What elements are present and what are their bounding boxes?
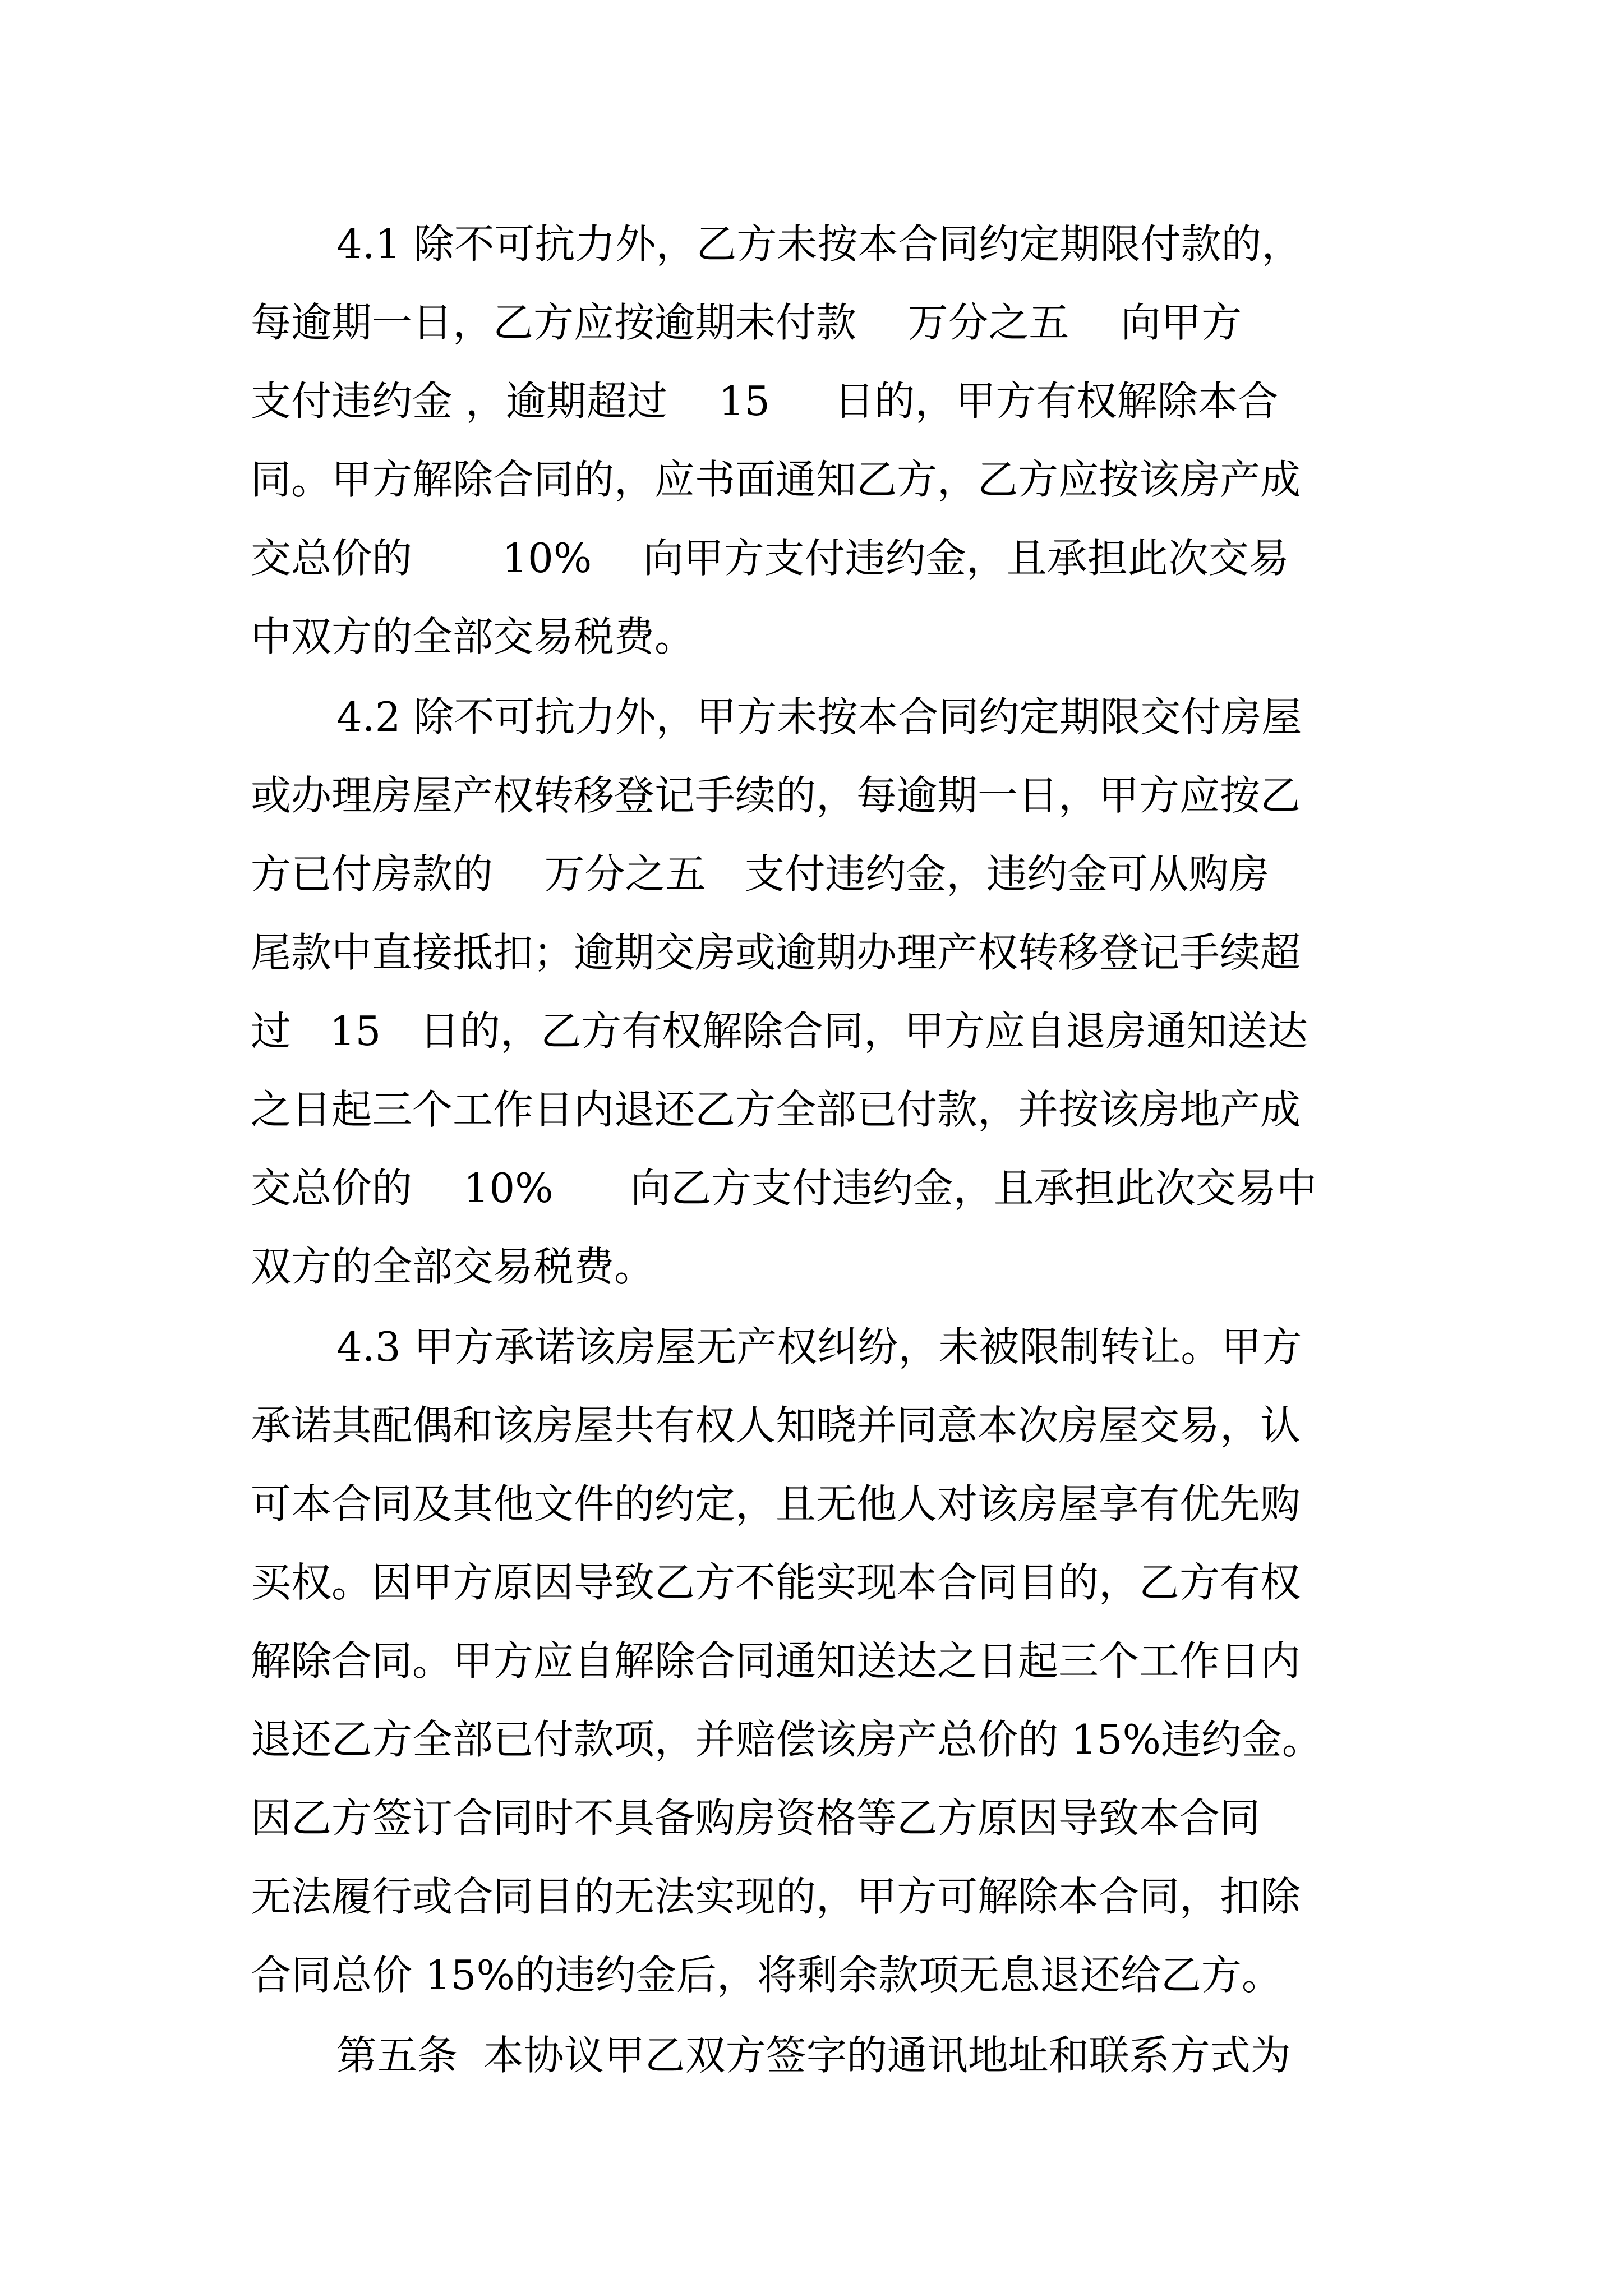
clause-4-2-line-6: 之日起三个工作日内退还乙方全部已付款，并按该房地产成 [251,1086,1301,1133]
clause-4-3-line-4: 买权。因甲方原因导致乙方不能实现本合同目的，乙方有权 [251,1559,1301,1606]
clause-4-2-line-3: 方已付房款的 万分之五 支付违约金，违约金可从购房 [251,850,1270,898]
clause-4-2-line-4: 尾款中直接抵扣；逾期交房或逾期办理产权转移登记手续超 [251,929,1301,976]
clause-4-1-line-6: 中双方的全部交易税费。 [251,613,695,660]
clause-4-1-line-5: 交总价的 10% 向甲方支付违约金，且承担此次交易 [251,535,1289,582]
clause-4-2-line-7: 交总价的 10% 向乙方支付违约金，且承担此次交易中 [251,1165,1317,1212]
clause-4-3-line-5: 解除合同。甲方应自解除合同通知送达之日起三个工作日内 [251,1637,1301,1685]
clause-4-1-line-2: 每逾期一日，乙方应按逾期未付款 万分之五 向甲方 [251,299,1242,346]
clause-4-3-line-2: 承诺其配偶和该房屋共有权人知晓并同意本次房屋交易，认 [251,1402,1301,1449]
clause-4-1-line-4: 同。甲方解除合同的，应书面通知乙方，乙方应按该房产成 [251,456,1301,503]
clause-4-2-line-1: 4.2 除不可抗力外，甲方未按本合同约定期限交付房屋 [336,693,1302,740]
clause-4-2-line-5: 过 15 日的，乙方有权解除合同，甲方应自退房通知送达 [251,1007,1308,1055]
article-5-line-1: 第五条 本协议甲乙双方签字的通讯地址和联系方式为 [336,2032,1291,2079]
clause-4-3-line-6: 退还乙方全部已付款项，并赔偿该房产总价的 15%违约金。 [251,1716,1322,1763]
clause-4-2-line-2: 或办理房屋产权转移登记手续的，每逾期一日，甲方应按乙 [251,772,1301,819]
clause-4-1-line-3: 支付违约金 ，逾期超过 15 日的，甲方有权解除本合 [251,378,1279,425]
clause-4-3-line-1: 4.3 甲方承诺该房屋无产权纠纷，未被限制转让。甲方 [336,1323,1302,1370]
clause-4-3-line-3: 可本合同及其他文件的约定，且无他人对该房屋享有优先购 [251,1480,1301,1527]
clause-4-2-line-8: 双方的全部交易税费。 [251,1243,655,1290]
clause-4-3-line-7: 因乙方签订合同时不具备购房资格等乙方原因导致本合同 [251,1795,1261,1842]
clause-4-1-line-1: 4.1 除不可抗力外，乙方未按本合同约定期限付款的， [336,220,1302,268]
clause-4-3-line-8: 无法履行或合同目的无法实现的，甲方可解除本合同，扣除 [251,1873,1301,1920]
clause-4-3-line-9: 合同总价 15%的违约金后，将剩余款项无息退还给乙方。 [251,1952,1282,1999]
